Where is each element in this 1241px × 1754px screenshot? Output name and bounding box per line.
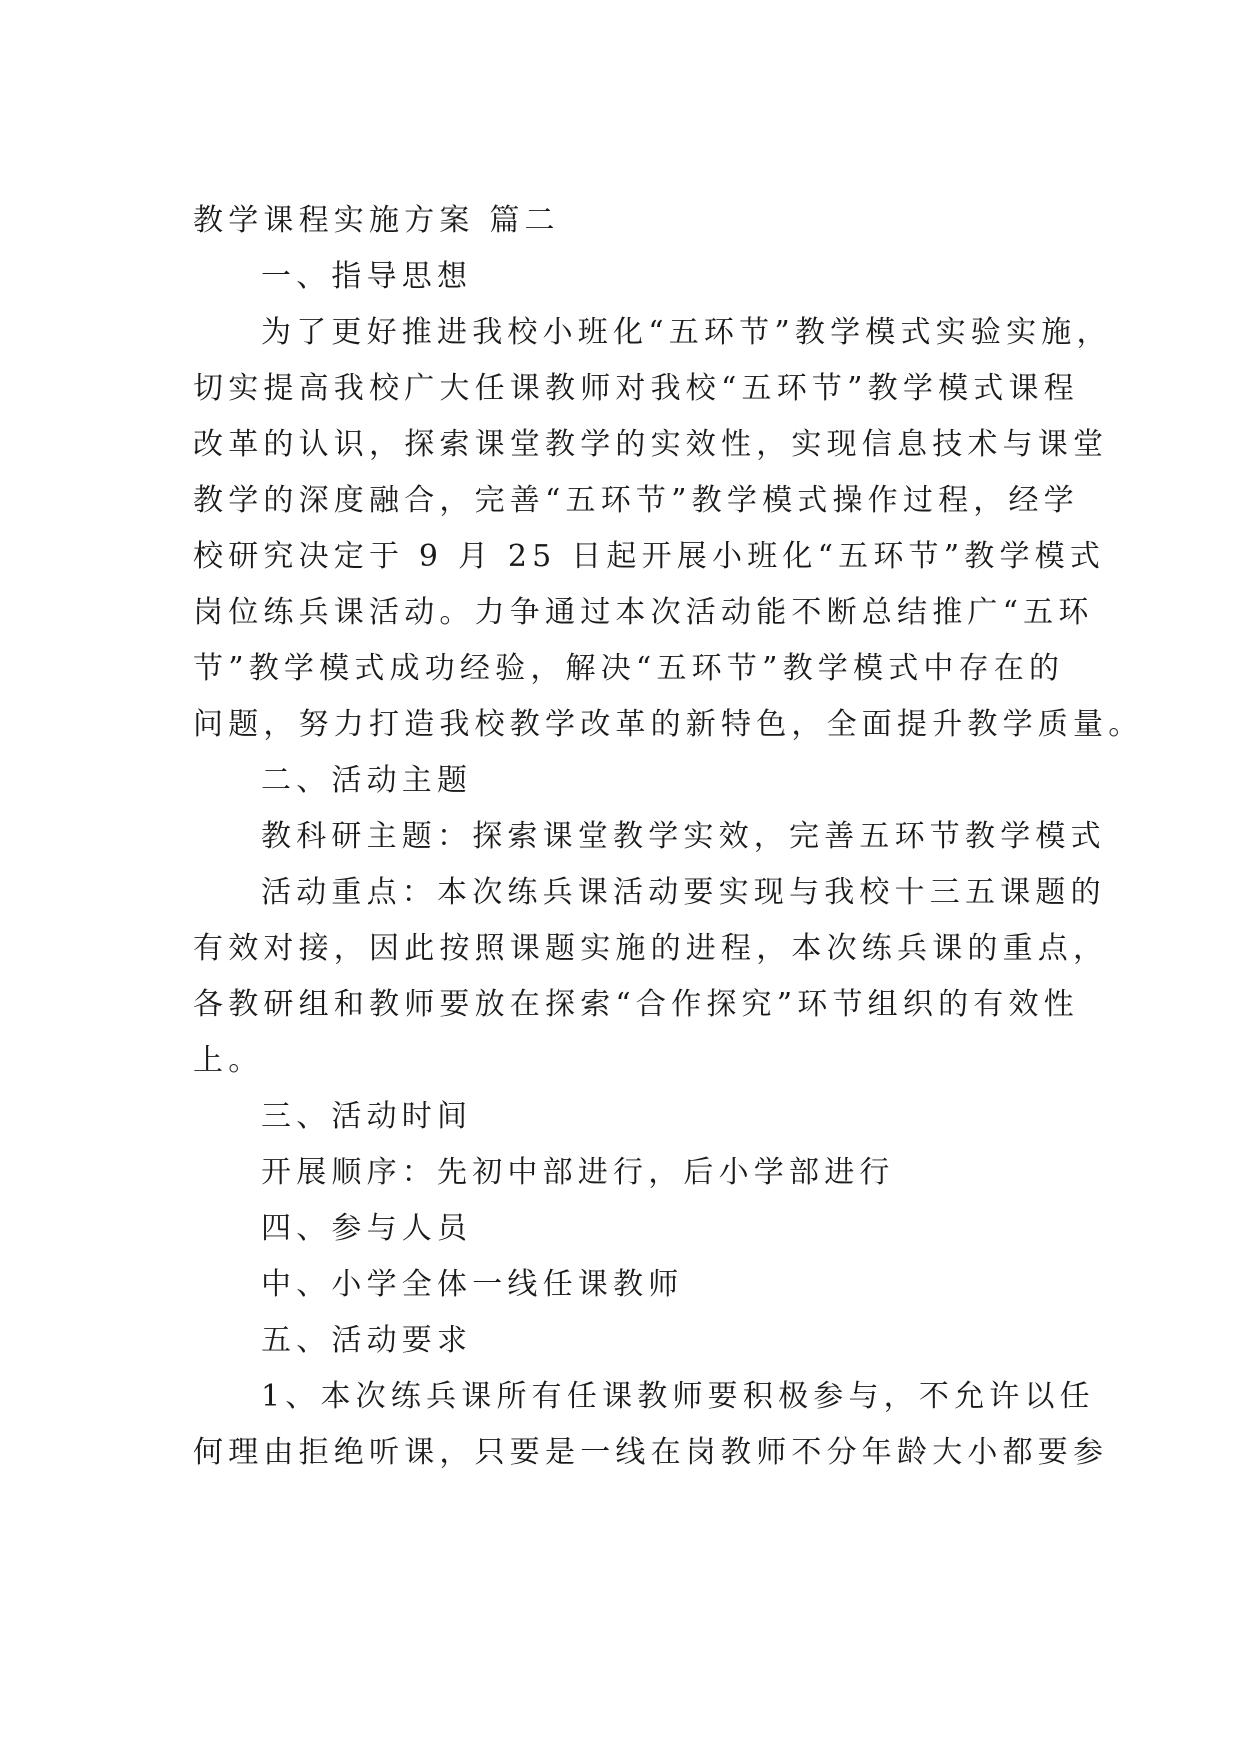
section-heading-4: 四、参与人员 (261, 1211, 473, 1246)
document-body (193, 193, 1144, 1481)
section-heading-5: 五、活动要求 (261, 1323, 473, 1358)
paragraph-line: 中、小学全体一线任课教师 (261, 1267, 684, 1302)
section-heading-1: 一、指导思想 (261, 259, 473, 294)
document-title: 教学课程实施方案 篇二 (193, 203, 560, 238)
paragraph-line: 有效对接，因此按照课题实施的进程，本次练兵课的重点， (193, 931, 1109, 966)
paragraph-line: 问题，努力打造我校教学改革的新特色，全面提升教学质量。 (193, 707, 1144, 742)
paragraph-line: 上。 (193, 1043, 264, 1078)
paragraph-line: 教学的深度融合，完善“五环节”教学模式操作过程，经学 (193, 483, 1079, 518)
paragraph-line: 改革的认识，探索课堂教学的实效性，实现信息技术与课堂 (193, 427, 1109, 462)
paragraph-line: 节”教学模式成功经验，解决“五环节”教学模式中存在的 (193, 651, 1065, 686)
paragraph-line: 为了更好推进我校小班化“五环节”教学模式实验实施， (261, 315, 1112, 350)
paragraph-line: 教科研主题：探索课堂教学实效，完善五环节教学模式 (261, 819, 1106, 854)
paragraph-line: 切实提高我校广大任课教师对我校“五环节”教学模式课程 (193, 371, 1079, 406)
section-heading-3: 三、活动时间 (261, 1099, 473, 1134)
paragraph-line: 岗位练兵课活动。力争通过本次活动能不断总结推广“五环 (193, 595, 1094, 630)
paragraph-line: 开展顺序：先初中部进行，后小学部进行 (261, 1155, 895, 1190)
paragraph-line: 活动重点：本次练兵课活动要实现与我校十三五课题的 (261, 875, 1106, 910)
section-heading-2: 二、活动主题 (261, 763, 473, 798)
paragraph-line: 何理由拒绝听课，只要是一线在岗教师不分年龄大小都要参 (193, 1435, 1109, 1470)
paragraph-line: 各教研组和教师要放在探索“合作探究”环节组织的有效性 (193, 987, 1079, 1022)
paragraph-line: 1、本次练兵课所有任课教师要积极参与，不允许以任 (261, 1379, 1095, 1414)
paragraph-line: 校研究决定于 9 月 25 日起开展小班化“五环节”教学模式 (193, 539, 1106, 574)
